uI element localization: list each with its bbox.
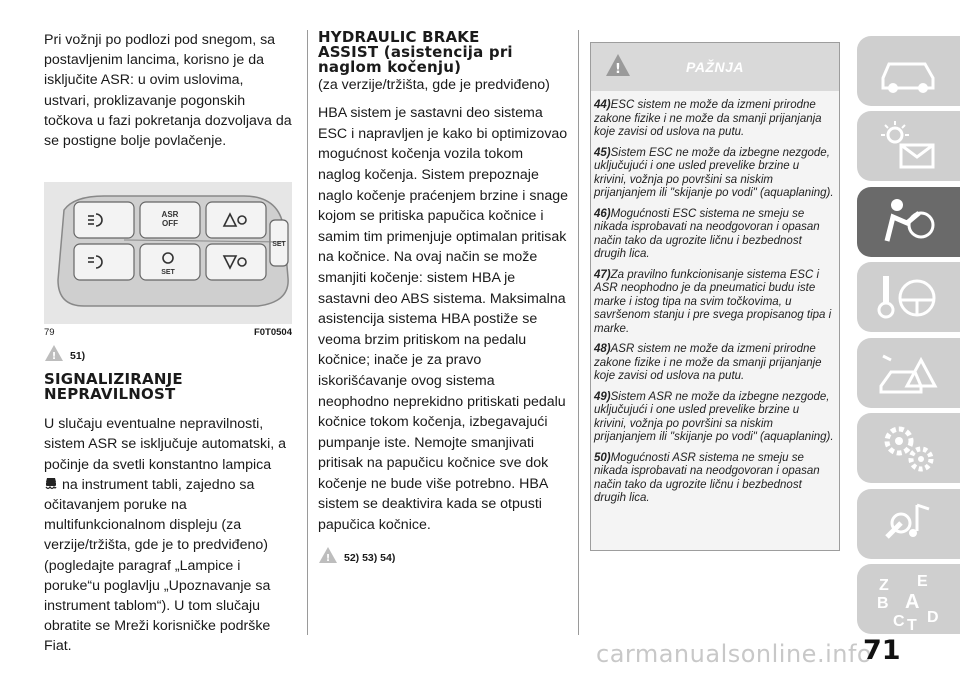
hba-subtitle: (za verzije/tržišta, gde je predviđeno) xyxy=(318,77,550,93)
page-number: 71 xyxy=(863,635,901,666)
warning-item xyxy=(594,147,834,201)
figure-code: F0T0504 xyxy=(253,327,292,339)
tab-warning-lights[interactable] xyxy=(857,111,960,181)
tab-maintenance[interactable] xyxy=(857,413,960,483)
key-steering-icon xyxy=(877,270,941,324)
warning-lights-icon xyxy=(877,119,941,173)
warning-item-text: Sistem ASR ne može da izbegne nezgode, uključujući i one usled prevelike brzine u krivini, vožnja po površini sa niskim prijanjanjem ili "skijanje po vodi" (aquaplaning). xyxy=(594,390,834,443)
warning-item-text: Mogućnosti ASR sistema ne smeju se nikada isprobavati na neodgovoran i opasan način tako da ugrozite ličnu i bezbednost drugih lica. xyxy=(594,451,820,504)
note-reference-52-54 xyxy=(318,546,568,564)
note-ref-text: 52) 53) 54) xyxy=(344,551,396,564)
figure-number: 79 xyxy=(44,327,55,339)
warning-item-number: 48) xyxy=(594,343,611,355)
svg-text:!: ! xyxy=(51,351,57,363)
warning-item-text: Sistem ESC ne može da izbegne nezgode, uključujući i one usled prevelike brzine u krivini, vožnja po površini sa niskim prijanjanjem ili "skijanje po vodi" (aquaplaning). xyxy=(594,146,834,199)
warning-item-text: ESC sistem ne može da izmeni prirodne zakone fizike i ne može da smanji prijanjanja koje zavisi od uslova na putu. xyxy=(594,99,822,138)
warning-body xyxy=(590,91,840,551)
svg-text:!: ! xyxy=(615,62,621,77)
set-label-left: SET xyxy=(161,269,175,277)
maintenance-gears-icon xyxy=(877,421,941,475)
warning-item-text: ASR sistem ne može da izmeni prirodne zakone fizike i ne može da smanji prijanjanje koje zavisi od uslova na putu. xyxy=(594,343,822,382)
index-letter: A xyxy=(905,591,920,613)
warning-title: PAŽNJA xyxy=(686,59,744,75)
asr-label-2: OFF xyxy=(162,219,178,229)
index-letter: B xyxy=(877,595,889,612)
warning-triangle-icon xyxy=(605,53,631,77)
figure-caption xyxy=(44,327,292,338)
index-letters-icon xyxy=(877,572,947,630)
warning-item-text: Mogućnosti ESC sistema ne smeju se nikada isprobavati na neodgovoran i opasan način tako da ugrozite ličnu i bezbednost drugih lica. xyxy=(594,207,820,260)
section-heading-signalization xyxy=(44,372,292,402)
asr-snow-paragraph: Pri vožnji po podlozi pod snegom, sa postavljenim lancima, korisno je da isključite ASR: u ovim uslovima, ustvari, proklizavanje pogonskih točkova u fazi pokretanja dozvoljava da se postigne bolje povlačenje. xyxy=(44,32,292,150)
tab-index[interactable] xyxy=(857,564,960,634)
warning-triangle-icon xyxy=(318,546,338,564)
malfunction-text-a: U slučaju eventualne nepravilnosti, sistem ASR se isključuje automatski, a počinje da svetli konstantno lampica xyxy=(44,416,287,473)
left-column xyxy=(44,30,292,657)
tab-safety-active[interactable] xyxy=(857,187,960,257)
warning-item-number: 49) xyxy=(594,390,611,403)
warning-item-number: 47) xyxy=(594,268,611,281)
warning-header xyxy=(590,42,840,91)
warning-item-number: 45) xyxy=(594,146,611,159)
column-divider xyxy=(578,30,579,635)
hba-body: HBA sistem je sastavni deo sistema ESC i napravljen je kako bi optimizovao mogućnost kočenja vozila tokom naglog kočenja. Sistem prepoznaje naglo kočenje praćenjem brzine i snage kojom se pritiska papučica kočnice i samim tim primenjuje optimalan pritisak na kočnice. Na ovaj način se može smanjiti kočenje: sistem HBA je sastavni deo ABS sistema. Maksimalna asistencija sistema HBA postiže se veoma brzim pritiskom na pedalu kočnice; inače je za pravo iskorišćavanje ovog sistema neophodno neprekidno pritiskati pedalu kočnice tokom kočenja, izbegavajući pumpanje iste. Nemojte smanjivati pritisak na papučicu kočnice sve dok kočenje ne bude više potrebno. HBA sistem se deaktivira kada se otpusti papučica kočnice. xyxy=(318,105,569,534)
warning-item xyxy=(594,452,834,506)
warning-item xyxy=(594,208,834,262)
warning-item xyxy=(594,343,834,384)
warning-item-number: 50) xyxy=(594,451,611,464)
heading-line: ASSIST (asistencija pri xyxy=(318,43,513,61)
tab-starting-driving[interactable] xyxy=(857,262,960,332)
roadside-breakdown-icon xyxy=(877,346,941,400)
car-icon xyxy=(877,44,941,98)
watermark: carmanualsonline.info xyxy=(596,640,873,668)
dashboard-buttons-figure xyxy=(44,182,292,324)
heading-line: NEPRAVILNOST xyxy=(44,385,176,404)
heading-line: naglom kočenju) xyxy=(318,58,462,76)
section-heading-hba xyxy=(318,30,568,75)
column-divider xyxy=(307,30,308,635)
warning-item-number: 44) xyxy=(594,99,611,111)
tab-multimedia[interactable] xyxy=(857,489,960,559)
note-ref-text: 51) xyxy=(70,350,86,363)
set-label-right: SET xyxy=(272,241,286,249)
index-letter: E xyxy=(917,573,928,590)
heading-line: HYDRAULIC BRAKE xyxy=(318,28,480,46)
warning-triangle-icon xyxy=(44,344,64,362)
warning-item xyxy=(594,391,834,445)
multimedia-icon xyxy=(877,497,941,551)
index-letter: Z xyxy=(879,577,889,594)
heading-line: SIGNALIZIRANJE xyxy=(44,370,183,389)
warning-box xyxy=(590,42,840,551)
warning-item-number: 46) xyxy=(594,207,611,220)
index-letter: T xyxy=(907,617,917,630)
tab-emergency[interactable] xyxy=(857,338,960,408)
malfunction-paragraph xyxy=(44,414,292,656)
malfunction-text-b: na instrument tabli, zajedno sa očitavanjem poruke na multifunkcionalnom displeju (za verzije/tržišta, gde je to predviđeno) (pogledajte paragraf „Lampice i poruke“u poglavlju „Upoznavanje sa instrument tablom“). U tom slučaju obratite se Mreži korisničke podrške Fiat. xyxy=(44,476,271,655)
warning-item xyxy=(594,269,834,337)
warning-item-text: Za pravilno funkcionisanje sistema ESC i ASR neophodno je da pneumatici budu iste marke i istog tipa na svim točkovima, u savršenom stanju i pre svega propisanog tipa i marke. xyxy=(594,268,832,335)
asr-warning-lamp-icon xyxy=(44,477,58,491)
svg-text:!: ! xyxy=(325,552,331,564)
index-letter: D xyxy=(927,609,939,626)
button-panel-illustration xyxy=(44,182,292,324)
note-reference-51 xyxy=(44,344,292,362)
middle-column xyxy=(318,30,568,564)
tab-car[interactable] xyxy=(857,36,960,106)
warning-item xyxy=(594,99,834,140)
asr-label-1: ASR xyxy=(161,210,179,220)
airbag-safety-icon xyxy=(877,195,941,249)
index-letter: C xyxy=(893,613,905,630)
